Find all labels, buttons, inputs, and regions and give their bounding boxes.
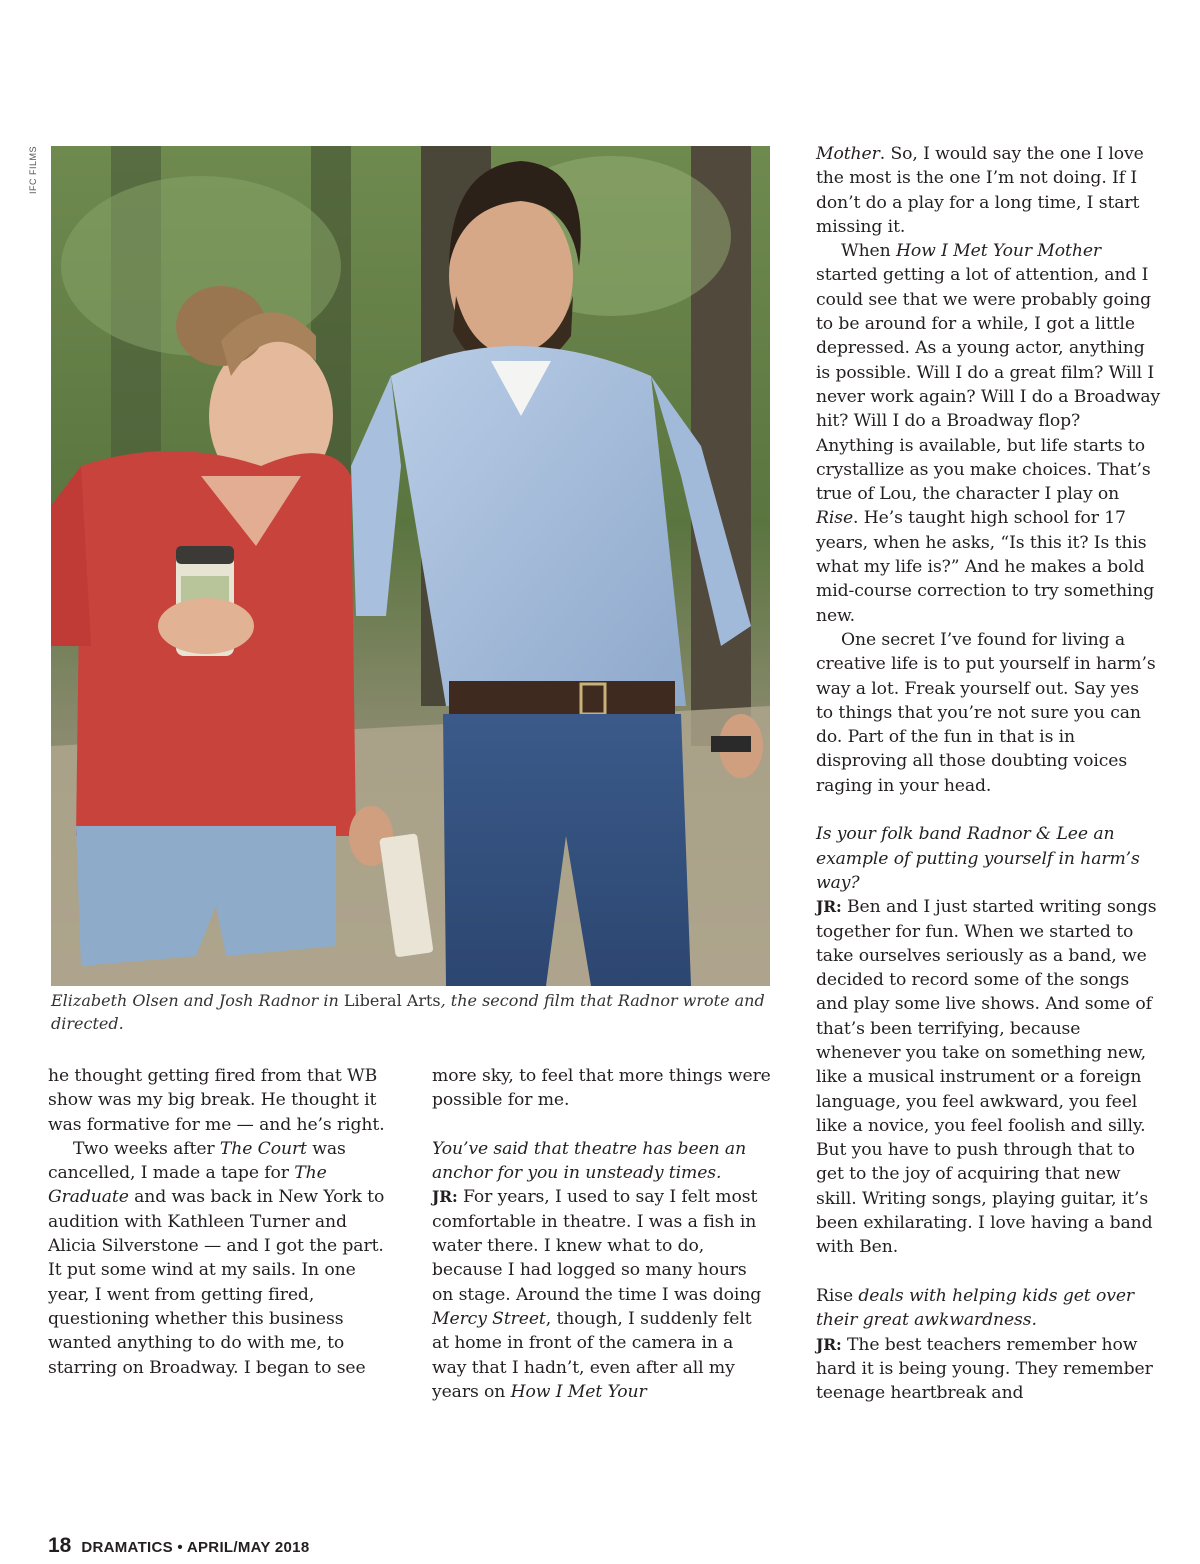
col3-answer-2-text: The best teachers remember how hard it is being young. They remember teenage heartbreak and xyxy=(816,1334,1153,1404)
speaker-label: JR: xyxy=(432,1187,458,1207)
column-2 xyxy=(432,1064,772,1404)
col1-p2-title-graduate: The Graduate xyxy=(48,1163,327,1208)
col3-p1-text: . So, I would say the one I love the most is the one I’m not doing. If I don’t do a play for a long time, I start missing it. xyxy=(816,144,1144,237)
col1-paragraph-2 xyxy=(48,1137,388,1380)
speaker-label: JR: xyxy=(816,897,842,917)
col3-answer-2 xyxy=(816,1333,1161,1406)
col3-paragraph-2 xyxy=(816,239,1161,628)
photo xyxy=(51,146,770,986)
magazine-issue: DRAMATICS • APRIL/MAY 2018 xyxy=(81,1539,310,1556)
col3-question-2 xyxy=(816,1284,1161,1333)
photo-caption xyxy=(51,989,770,1035)
col3-title-himym: How I Met Your Mother xyxy=(895,241,1102,262)
col3-question-1: Is your folk band Radnor & Lee an example of putting yourself in harm’s way? xyxy=(816,824,1140,893)
page-number: 18 xyxy=(48,1534,72,1557)
col3-p2-text-a: When xyxy=(841,241,896,262)
col1-p2-text-a: Two weeks after xyxy=(73,1138,220,1159)
col2-title-himym: How I Met Your xyxy=(510,1381,647,1402)
photo-illustration xyxy=(51,146,770,986)
col3-answer-1-text: Ben and I just started writing songs together for fun. When we started to take ourselves seriously as a band, we decided to record some of the songs and play some live shows. And some of that’s been terrifying, because whenever you take on something new, like a musical instrument or a foreign language, you feel awkward, you feel like a novice, you feel foolish and silly. But you have to push through that to get to the joy of acquiring that new skill. Writing songs, playing guitar, it’s been exhilarating. I love having a band with Ben. xyxy=(816,897,1157,1258)
col1-p2-title-court: The Court xyxy=(219,1138,307,1159)
col2-paragraph-1: more sky, to feel that more things were possible for me. xyxy=(432,1066,771,1111)
col2-answer xyxy=(432,1185,772,1404)
col3-q2-text: deals with helping kids get over their great awkwardness. xyxy=(816,1285,1135,1331)
col2-question: You’ve said that theatre has been an anchor for you in unsteady times. xyxy=(432,1138,747,1184)
col2-answer-text-c: , though, I suddenly felt at home in front of the camera in a way that I hadn’t, even after all my years on xyxy=(432,1308,752,1402)
col3-title-mother: Mother xyxy=(816,144,880,164)
caption-text-a: Elizabeth Olsen and Josh Radnor in xyxy=(51,991,344,1010)
caption-text-b: , the second film that Radnor wrote and directed. xyxy=(51,991,765,1033)
col3-p2-text-c: started getting a lot of attention, and I could see that we were probably going to be around for a while, I got a little depressed. As a young actor, anything is possible. Will I do a great film? Will I never work again? Will I do a Broadway hit? Will I do a Broadway flop? Anything is available, but life starts to crystallize as you make choices. That’s true of Lou, the character I play on xyxy=(816,265,1161,505)
column-1 xyxy=(48,1064,388,1380)
col3-p2-text-e: . He’s taught high school for 17 years, when he asks, “Is this it? Is this what my life is?” And he makes a bold mid-course correction to try something new. xyxy=(816,508,1155,626)
col1-p2-text-c: was cancelled, I made a tape for xyxy=(48,1138,346,1184)
col3-paragraph-3: One secret I’ve found for living a creative life is to put yourself in harm’s way a lot. Freak yourself out. Say yes to things that you’re not sure you can do. Part of the fun in that is in disproving all those doubting voices raging in your head. xyxy=(816,629,1156,796)
col3-answer-1 xyxy=(816,895,1161,1259)
caption-film-title: Liberal Arts xyxy=(343,991,441,1010)
col3-paragraph-1 xyxy=(816,142,1161,239)
col2-title-mercy-street: Mercy Street xyxy=(432,1308,546,1329)
col3-title-rise: Rise xyxy=(816,508,854,529)
col2-answer-text-a: For years, I used to say I felt most comfortable in theatre. I was a fish in water there. I knew what to do, because I had logged so many hours on stage. Around the time I was doing xyxy=(432,1187,762,1305)
column-3 xyxy=(816,142,1161,1405)
col1-p2-text-e: and was back in New York to audition with Kathleen Turner and Alicia Silverstone — and I got the part. It put some wind at my sails. In one year, I went from getting fired, questioning whether this business wanted anything to do with me, to starring on Broadway. I began to see xyxy=(48,1187,385,1378)
col3-q2-title-rise: Rise xyxy=(816,1285,854,1306)
page-footer xyxy=(48,1534,309,1558)
speaker-label: JR: xyxy=(816,1334,842,1354)
col1-paragraph-1: he thought getting fired from that WB show was my big break. He thought it was formative for me — and he’s right. xyxy=(48,1066,385,1135)
photo-credit: IFC FILMS xyxy=(28,146,38,195)
